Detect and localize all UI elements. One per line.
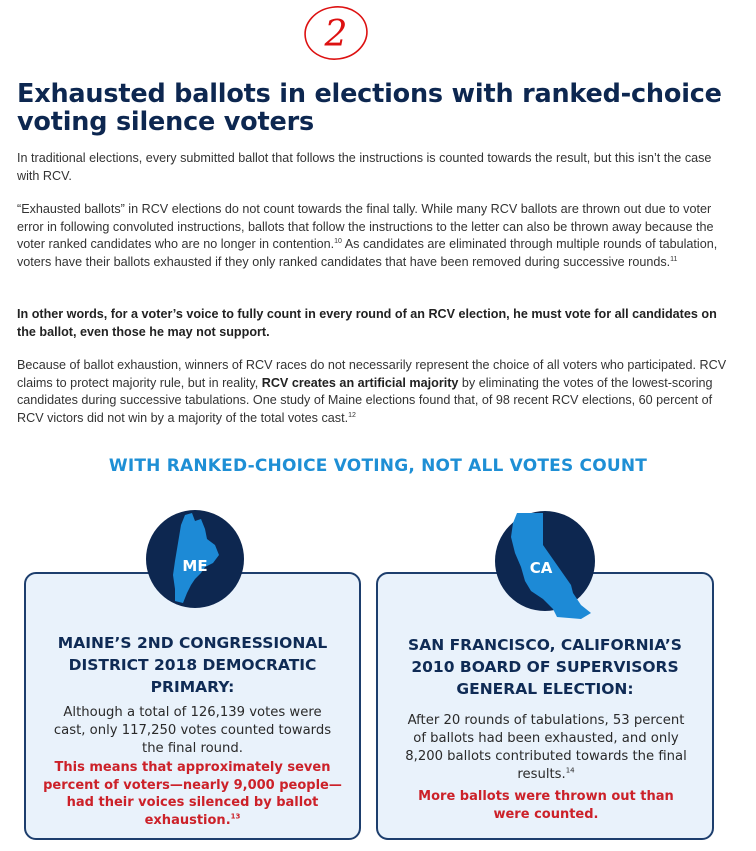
footnote-ref[interactable]: 11 [670, 255, 678, 263]
maine-badge [145, 509, 245, 609]
maine-card-title: MAINE’S 2ND CONGRESSIONAL DISTRICT 2018 DEMOCRATIC PRIMARY: [57, 634, 328, 696]
california-badge-label: CA [529, 559, 553, 577]
maine-badge-label: ME [182, 557, 208, 575]
maine-card-note: This means that approximately seven percent of voters—nearly 9,000 people—had their voices silenced by ballot exhaustion.$^{13}$ [43, 760, 342, 828]
california-card-note: More ballots were thrown out than were counted. [418, 789, 674, 822]
california-badge [493, 509, 597, 619]
paragraph-exhausted-ballots: “Exhausted ballots” in RCV elections do not count towards the final tally. While many RCV ballots are thrown out due to voter error in following convoluted instructions, ballots that follow the instructions to the letter can also be thrown away because the voter ranked candidates who are no longer in contention.$^{10}$ As candidates are eliminated through multiple rounds of tabulation, voters have their ballots exhausted if they only ranked candidates that have been removed during successive rounds.$^{11}$ [17, 202, 718, 269]
paragraph-intro: In traditional elections, every submitted ballot that follows the instructions is counted towards the result, but this isn’t the case with RCV. [17, 151, 712, 183]
maine-card-body: Although a total of 126,139 votes were cast, only 117,250 votes counted towards the final round. [53, 705, 332, 756]
footnote-ref[interactable]: 10 [334, 237, 342, 245]
california-card-title: SAN FRANCISCO, CALIFORNIA’S 2010 BOARD OF SUPERVISORS GENERAL ELECTION: [408, 636, 682, 698]
infographic-heading: WITH RANKED-CHOICE VOTING, NOT ALL VOTES COUNT [108, 456, 648, 476]
paragraph-artificial-majority: Because of ballot exhaustion, winners of RCV races do not necessarily represent the choice of all voters who participated. RCV claims to protect majority rule, but in reality, RCV creates an artificial majority by eliminating the votes of the lowest-scoring candidates during successive tabulations. One study of Maine elections found that, of 98 recent RCV elections, 60 percent of RCV victors did not win by a majority of the total votes cast.$^{12}$ [17, 358, 727, 425]
footnote-ref[interactable]: 12 [348, 411, 356, 419]
handwritten-number-annotation [300, 2, 372, 62]
svg-text:2: 2 [324, 14, 348, 55]
article-title: Exhausted ballots in elections with ranked-choice voting silence voters [17, 79, 722, 137]
california-card-body: After 20 rounds of tabulations, 53 percent of ballots had been exhausted, and only 8,200 ballots contributed towards the final results.$^{14}$ [405, 713, 687, 782]
paragraph-key-point: In other words, for a voter’s voice to fully count in every round of an RCV election, he must vote for all candidates on the ballot, even those he may not support. [17, 307, 717, 339]
maine-card [24, 572, 361, 840]
